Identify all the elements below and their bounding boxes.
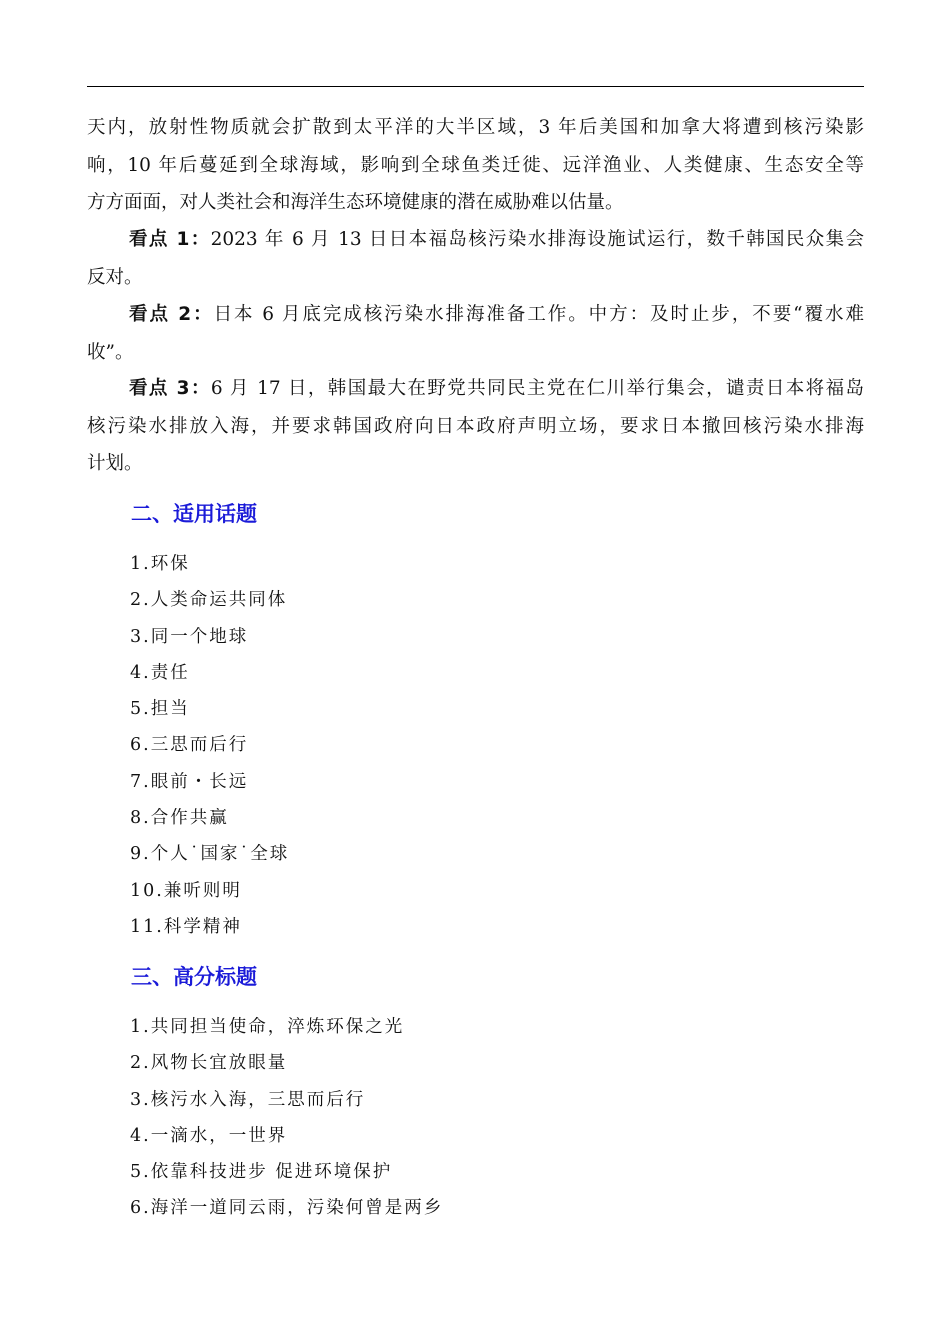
point-label: 看点 1： bbox=[129, 229, 211, 250]
intro-paragraph bbox=[87, 109, 864, 222]
point-text: 6 月 17 日，韩国最大在野党共同民主党在仁川举行集会，谴责日本将福岛 bbox=[210, 378, 864, 399]
point-1 bbox=[87, 221, 864, 296]
text-line: 响，10 年后蔓延到全球海域，影响到全球鱼类迁徙、远洋渔业、人类健康、生态安全等 bbox=[87, 154, 864, 176]
list-item: 4.一滴水，一世界 bbox=[130, 1125, 288, 1146]
point-2 bbox=[87, 296, 864, 371]
point-3 bbox=[87, 370, 864, 483]
list-item: 9.个人˙国家˙全球 bbox=[130, 844, 290, 865]
list-item: 6.三思而后行 bbox=[130, 735, 249, 756]
point-label: 看点 3： bbox=[129, 378, 211, 399]
point-text: 2023 年 6 月 13 日日本福岛核污染水排海设施试运行，数千韩国民众集会 bbox=[210, 229, 864, 250]
list-item: 6.海洋一道同云雨，污染何曾是两乡 bbox=[130, 1198, 444, 1219]
list-item: 7.眼前・长远 bbox=[130, 771, 249, 792]
section-heading-titles: 三、高分标题 bbox=[131, 965, 257, 989]
list-item: 3.核污水入海，三思而后行 bbox=[130, 1089, 366, 1110]
list-item: 3.同一个地球 bbox=[130, 626, 249, 647]
list-item: 4.责任 bbox=[130, 662, 190, 683]
point-text: 日本 6 月底完成核污染水排海准备工作。中方：及时止步，不要“覆水难 bbox=[213, 304, 864, 325]
section-heading-topics: 二、适用话题 bbox=[131, 502, 257, 526]
list-item: 10.兼听则明 bbox=[130, 880, 242, 901]
point-label: 看点 2： bbox=[129, 304, 214, 325]
topics-list bbox=[130, 546, 289, 945]
list-item: 8.合作共赢 bbox=[130, 808, 229, 829]
list-item: 1.共同担当使命，淬炼环保之光 bbox=[130, 1017, 405, 1037]
titles-list bbox=[130, 1009, 443, 1227]
header-rule bbox=[87, 86, 864, 87]
text-line: 反对。 bbox=[87, 266, 143, 288]
list-item: 11.科学精神 bbox=[130, 916, 242, 937]
text-line: 方方面面，对人类社会和海洋生态环境健康的潜在威胁难以估量。 bbox=[87, 192, 624, 213]
list-item: 2.人类命运共同体 bbox=[130, 590, 288, 611]
text-line bbox=[87, 221, 864, 259]
list-item: 1.环保 bbox=[130, 554, 190, 574]
list-item: 5.担当 bbox=[130, 699, 190, 720]
text-line: 核污染水排放入海，并要求韩国政府向日本政府声明立场，要求日本撤回核污染水排海 bbox=[87, 415, 864, 437]
list-item: 2.风物长宜放眼量 bbox=[130, 1053, 288, 1074]
list-item: 5.依靠科技进步 促进环境保护 bbox=[130, 1162, 393, 1183]
text-line bbox=[87, 296, 864, 334]
text-line: 计划。 bbox=[87, 453, 143, 474]
text-line: 天内，放射性物质就会扩散到太平洋的大半区域，3 年后美国和加拿大将遭到核污染影 bbox=[87, 117, 864, 138]
text-line: 收”。 bbox=[87, 341, 134, 363]
text-line bbox=[87, 370, 864, 408]
